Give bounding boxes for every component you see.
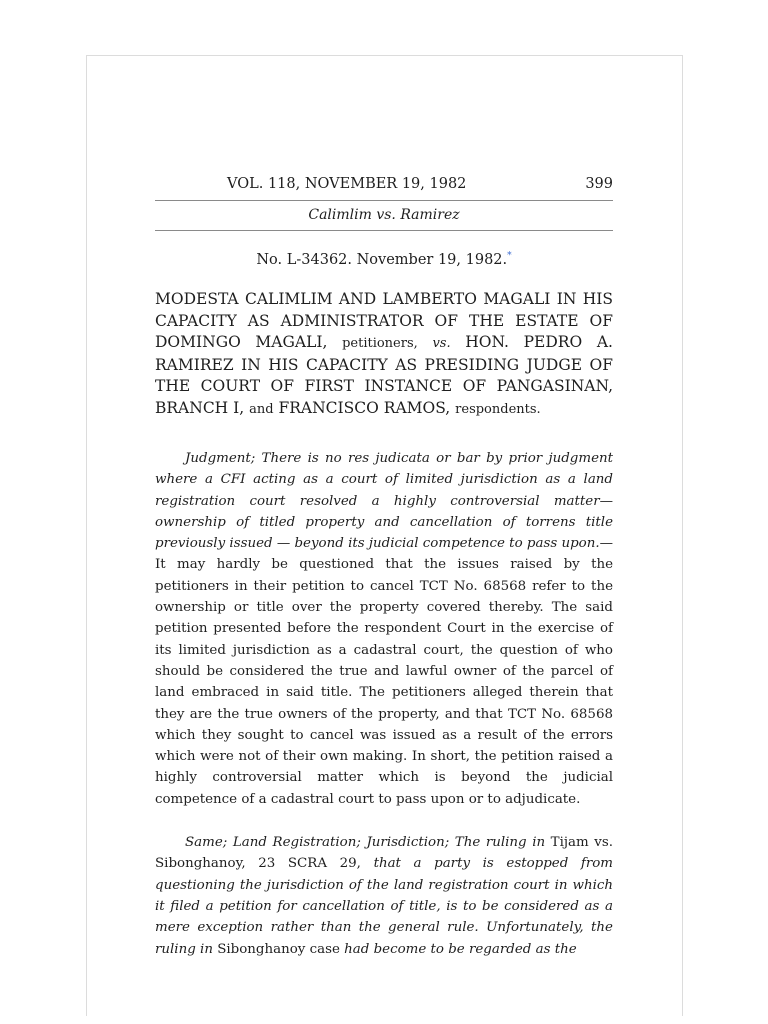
header-rule-bottom (155, 230, 613, 231)
page-number: 399 (585, 176, 613, 192)
respondent-private: FRANCISCO RAMOS, (278, 398, 451, 417)
syllabus-2-continuation: had become to be regarded as the (344, 941, 577, 957)
syllabus-2-keywords: Same; Land Registration; Jurisdiction; The ruling in (185, 835, 546, 851)
respondent-judge: HON. PEDRO A. RAMIREZ IN HIS CAPACITY AS PRESIDING JUDGE OF THE COURT OF FIRST INSTANCE OF PANGASINAN, BRANCH I, (155, 333, 613, 417)
page-content (155, 176, 613, 960)
running-header (155, 176, 613, 200)
docket-number: No. L-34362. November 19, 1982. (256, 251, 508, 268)
syllabus-2-text: that a party is estopped from questioning the jurisdiction of the land registration court in which it filed a petition for cancellation of title, is to be considered as a mere exception rather than the general rule. Unfortunately, the ruling in (155, 856, 613, 957)
running-title: VOL. 118, NOVEMBER 19, 1982 (227, 176, 467, 192)
docket-line (155, 251, 613, 273)
footnote-link[interactable]: * (507, 251, 512, 261)
syllabus-1-text: It may hardly be questioned that the issues raised by the petitioners in their petition to cancel TCT No. 68568 refer to the ownership or title over the property covered thereby. The said petition presented before the respondent Court in the exercise of its limited jurisdiction as a cadastral court, the question of who should be considered the true and lawful owner of the parcel of land embraced in said title. The petitioners alleged therein that they are the true owners of the property, and that TCT No. 68568 which they sought to cancel was issued as a result of the errors which were not of their own making. In short, the petition raised a highly controversial matter which is beyond the judicial competence of a cadastral court to pass upon or to adjudicate. (155, 557, 613, 807)
respondents-role: respondents. (455, 401, 541, 417)
case-parties (155, 289, 613, 420)
document-page (86, 55, 683, 1016)
syllabus-2-citation: Tijam vs. Sibonghanoy, 23 SCRA 29, (155, 835, 613, 872)
petitioners-role: petitioners, (342, 336, 418, 351)
versus: vs. (432, 336, 451, 351)
petitioners-names: MODESTA CALIMLIM AND LAMBERTO MAGALI IN HIS CAPACITY AS ADMINISTRATOR OF THE ESTATE OF DOMINGO MAGALI, (155, 290, 613, 351)
syllabus-paragraph-1 (155, 448, 613, 810)
syllabus-2-case-name: Sibonghanoy case (212, 941, 345, 957)
case-short-title: Calimlim vs. Ramirez (308, 207, 460, 223)
and-connector: and (249, 401, 274, 417)
syllabus-1-keywords: Judgment; There is no res judicata or bar by prior judgment where a CFI acting as a court of limited jurisdiction as a land registration court resolved a highly controversial matter—ownership of titled property and cancellation of torrens title previously issued — beyond its judicial competence to pass upon.— (155, 451, 613, 552)
syllabus-paragraph-2 (155, 832, 613, 960)
